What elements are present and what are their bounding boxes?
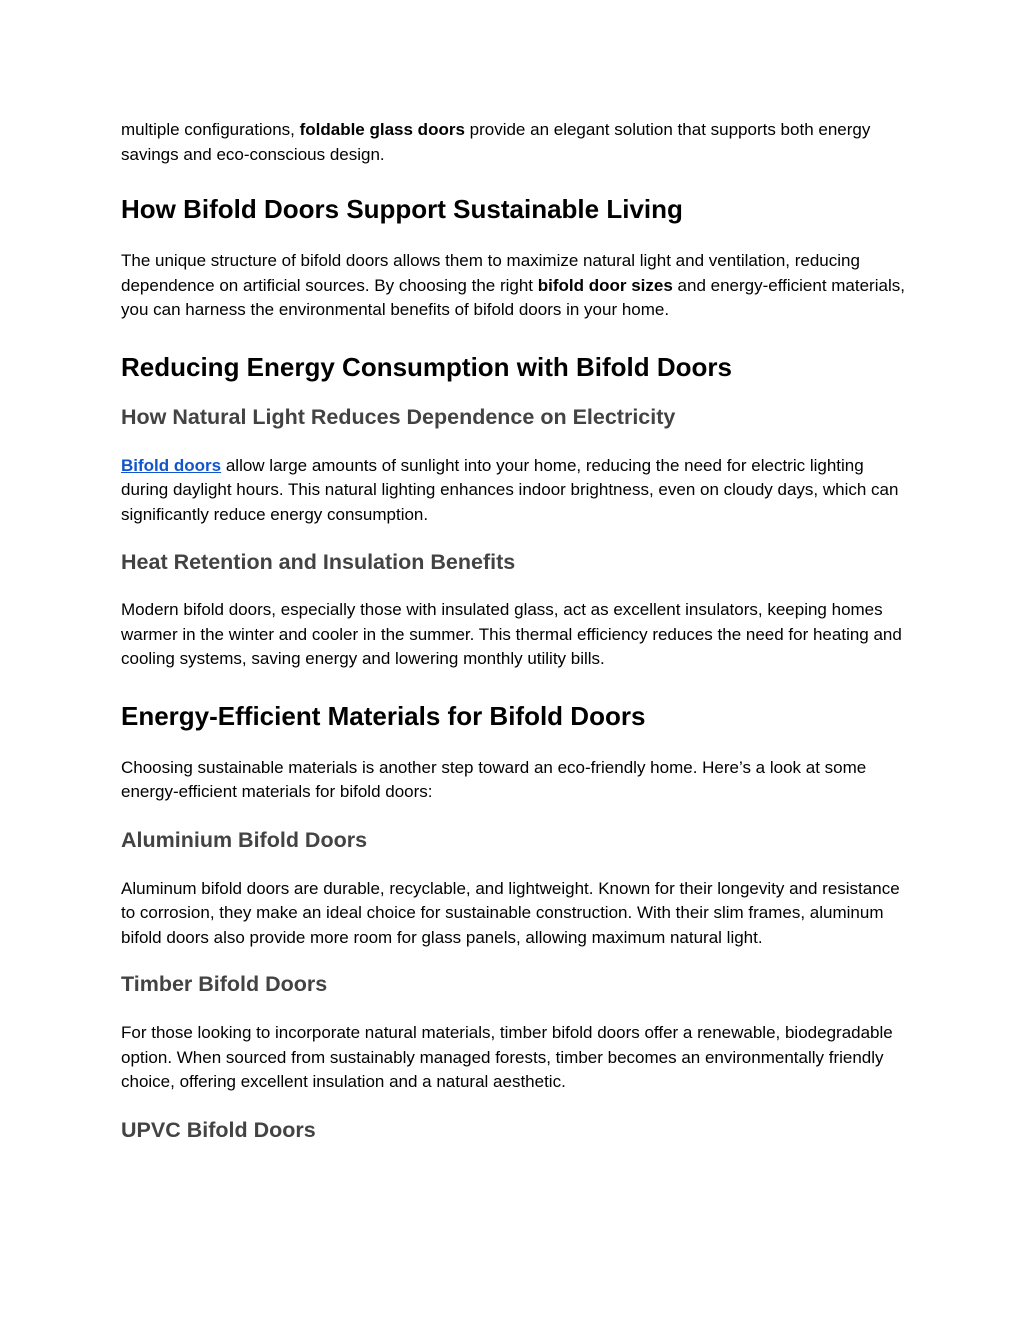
subheading-natural-light: How Natural Light Reduces Dependence on Electricity (121, 404, 676, 429)
heading-materials: Energy-Efficient Materials for Bifold Doors (121, 700, 646, 731)
subheading-timber: Timber Bifold Doors (121, 972, 328, 996)
subheading-upvc: UPVC Bifold Doors (121, 1117, 316, 1142)
subheading-heat-retention: Heat Retention and Insulation Benefits (121, 550, 516, 574)
aluminium-paragraph: Aluminum bifold doors are durable, recyclable, and lightweight. Known for their longevity and resistance to corrosion, they make an ideal choice for sustainable construction. With their slim frames, aluminum bifold doors also provide more room for glass panels, allowing maximum natural light. (121, 878, 900, 947)
natural-light-paragraph (121, 454, 911, 528)
subheading-aluminium: Aluminium Bifold Doors (121, 827, 368, 852)
intro-text-2: provide an elegant solution that supports both energy savings and eco-conscious design. (121, 120, 871, 164)
sustainable-paragraph (121, 249, 911, 323)
heat-retention-paragraph: Modern bifold doors, especially those with insulated glass, act as excellent insulators, keeping homes warmer in the winter and cooler in the summer. This thermal efficiency reduces the need for heating and cooling systems, saving energy and lowering monthly utility bills. (121, 600, 902, 668)
natural-light-text: allow large amounts of sunlight into your home, reducing the need for electric lighting during daylight hours. This natural lighting enhances indoor brightness, even on cloudy days, which can significantly reduce energy consumption. (121, 455, 899, 524)
heading-sustainable-living: How Bifold Doors Support Sustainable Living (121, 194, 683, 224)
materials-intro-paragraph: Choosing sustainable materials is another step toward an eco-friendly home. Here’s a look at some energy-efficient materials for bifold doors: (121, 757, 867, 801)
intro-text-1: multiple configurations, (121, 120, 300, 139)
intro-paragraph (121, 118, 911, 167)
heading-reducing-energy: Reducing Energy Consumption with Bifold Doors (121, 351, 732, 382)
sustainable-bold-term: bifold door sizes (537, 275, 673, 295)
sustainable-text-1: The unique structure of bifold doors allows them to maximize natural light and ventilation, reducing dependence on artificial sources. By choosing the right (121, 251, 860, 295)
sustainable-text-2: and energy-efficient materials, you can harness the environmental benefits of bifold doors in your home. (121, 275, 905, 319)
document-page (121, 118, 911, 1144)
timber-paragraph: For those looking to incorporate natural materials, timber bifold doors offer a renewable, biodegradable option. When sourced from sustainably managed forests, timber becomes an environmentally friendly choice, offering excellent insulation and a natural aesthetic. (121, 1023, 893, 1091)
bifold-doors-link[interactable]: Bifold doors (121, 455, 222, 475)
intro-bold-term: foldable glass doors (299, 120, 465, 139)
